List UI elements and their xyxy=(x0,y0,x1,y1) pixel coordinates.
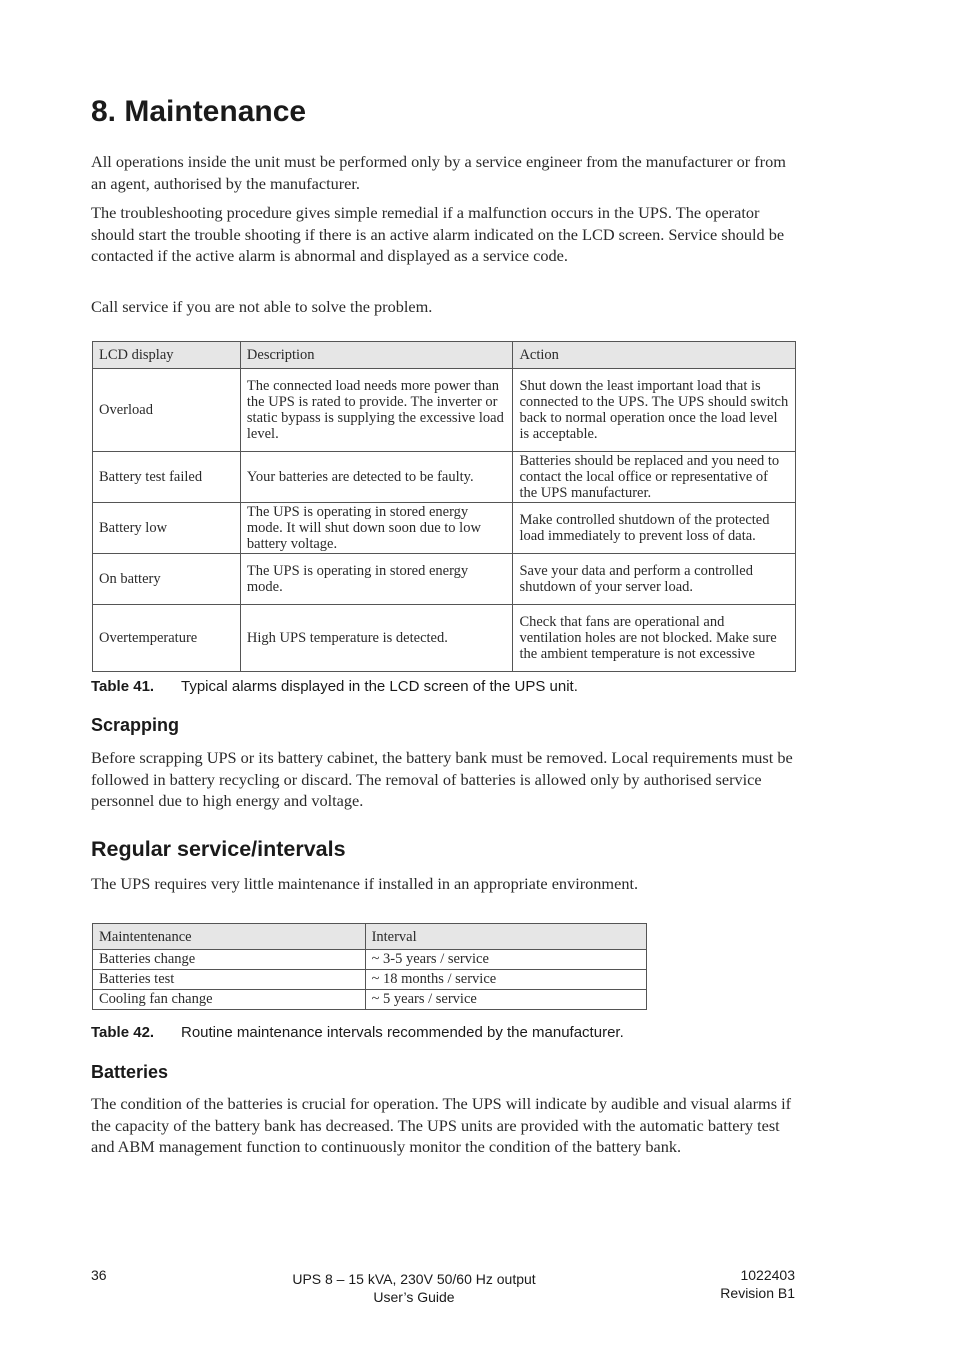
footer-title-line-1: UPS 8 – 15 kVA, 230V 50/60 Hz output xyxy=(292,1271,536,1287)
maintenance-interval-cell: ~ 3-5 years / service xyxy=(365,950,646,970)
alarm-header-description: Description xyxy=(240,342,513,369)
maintenance-table xyxy=(92,923,647,1010)
alarm-header-lcd-display: LCD display xyxy=(93,342,241,369)
caption-text: Routine maintenance intervals recommended by the manufacturer. xyxy=(181,1024,624,1041)
lcd-display-cell: Battery low xyxy=(93,503,241,554)
alarm-table-header-row xyxy=(93,342,796,369)
regular-service-heading: Regular service/intervals xyxy=(91,837,346,861)
batteries-heading: Batteries xyxy=(91,1062,169,1082)
description-cell: The UPS is operating in stored energy mode. It will shut down soon due to low battery voltage. xyxy=(240,503,513,554)
page-title: 8. Maintenance xyxy=(91,95,307,128)
caption-number: Table 41. xyxy=(91,678,155,695)
maintenance-table-header-row xyxy=(93,924,647,950)
footer-document-info xyxy=(650,1266,795,1302)
description-cell: High UPS temperature is detected. xyxy=(240,605,513,672)
table-row xyxy=(93,554,796,605)
lcd-display-cell: Battery test failed xyxy=(93,452,241,503)
alarm-table xyxy=(92,341,796,672)
footer-document-title xyxy=(250,1270,578,1306)
maintenance-interval-cell: ~ 5 years / service xyxy=(365,990,646,1010)
maintenance-header-interval: Interval xyxy=(365,924,646,950)
scrapping-paragraph: Before scrapping UPS or its battery cabinet, the battery bank must be removed. Local requirements must be followed in battery recycling or discard. The removal of batteries is allowed only by authorised service personnel due to high energy and voltage. xyxy=(91,748,793,810)
footer-page-number: 36 xyxy=(91,1267,107,1283)
caption-text: Typical alarms displayed in the LCD screen of the UPS unit. xyxy=(181,678,578,695)
table-row xyxy=(93,990,647,1010)
regular-service-paragraph: The UPS requires very little maintenance if installed in an appropriate environment. xyxy=(91,874,639,893)
table-row xyxy=(93,950,647,970)
footer-revision: Revision B1 xyxy=(720,1285,795,1301)
maintenance-interval-cell: ~ 18 months / service xyxy=(365,970,646,990)
intro-paragraph-1: All operations inside the unit must be performed only by a service engineer from the manufacturer or from an agent, authorised by the manufacturer. xyxy=(91,152,786,193)
action-cell: Make controlled shutdown of the protected load immediately to prevent loss of data. xyxy=(513,503,796,554)
table-row xyxy=(93,369,796,452)
intro-paragraph-2: The troubleshooting procedure gives simple remedial if a malfunction occurs in the UPS. The operator should start the trouble shooting if there is an active alarm indicated on the LCD screen. Service should be contacted if the active alarm is abnormal and displayed as a service code. xyxy=(91,203,785,265)
lcd-display-cell: Overload xyxy=(93,369,241,452)
action-cell: Check that fans are operational and ventilation holes are not blocked. Make sure the ambient temperature is not excessive xyxy=(513,605,796,672)
maintenance-item-cell: Batteries change xyxy=(93,950,366,970)
lcd-display-cell: Overtemperature xyxy=(93,605,241,672)
maintenance-header-item: Maintentenance xyxy=(93,924,366,950)
table-42-caption xyxy=(91,1024,624,1042)
lcd-display-cell: On battery xyxy=(93,554,241,605)
description-cell: The UPS is operating in stored energy mode. xyxy=(240,554,513,605)
table-row xyxy=(93,452,796,503)
caption-number: Table 42. xyxy=(91,1024,155,1041)
action-cell: Batteries should be replaced and you need to contact the local office or representative of the UPS manufacturer. xyxy=(513,452,796,503)
table-row xyxy=(93,503,796,554)
footer-title-line-2: User’s Guide xyxy=(373,1289,455,1305)
table-row xyxy=(93,970,647,990)
description-cell: The connected load needs more power than the UPS is rated to provide. The inverter or static bypass is supplying the excessive load level. xyxy=(240,369,513,452)
intro-paragraph-3: Call service if you are not able to solve the problem. xyxy=(91,297,433,316)
description-cell: Your batteries are detected to be faulty. xyxy=(240,452,513,503)
table-41-caption xyxy=(91,678,578,696)
table-row xyxy=(93,605,796,672)
alarm-header-action: Action xyxy=(513,342,796,369)
scrapping-heading: Scrapping xyxy=(91,715,180,735)
footer-document-number: 1022403 xyxy=(740,1267,795,1283)
batteries-paragraph: The condition of the batteries is crucial for operation. The UPS will indicate by audible and visual alarms if the capacity of the battery bank has decreased. The UPS units are provided with the automatic battery test and ABM management function to continuously monitor the condition of the battery bank. xyxy=(91,1094,792,1156)
action-cell: Save your data and perform a controlled shutdown of your server load. xyxy=(513,554,796,605)
maintenance-item-cell: Batteries test xyxy=(93,970,366,990)
maintenance-item-cell: Cooling fan change xyxy=(93,990,366,1010)
action-cell: Shut down the least important load that is connected to the UPS. The UPS should switch back to normal operation once the load level is acceptable. xyxy=(513,369,796,452)
